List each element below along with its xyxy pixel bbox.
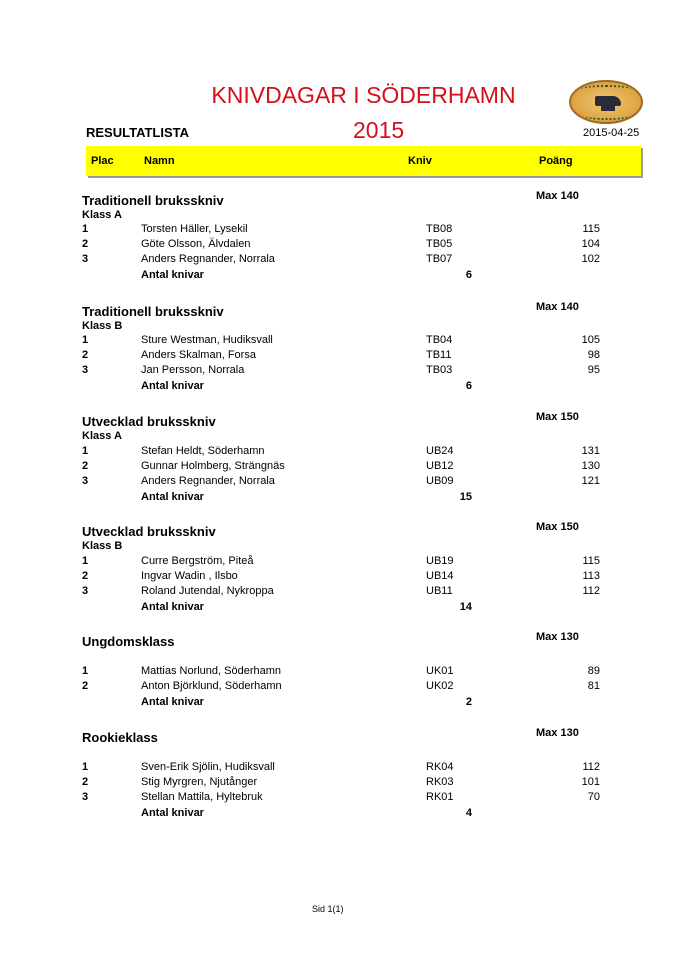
kniv: TB04 bbox=[426, 334, 453, 346]
table-row bbox=[82, 223, 622, 238]
name: Gunnar Holmberg, Strängnäs bbox=[141, 460, 285, 472]
section-title: Utvecklad bruksskniv bbox=[82, 414, 216, 429]
count-value: 6 bbox=[465, 380, 472, 392]
plac: 2 bbox=[82, 570, 89, 582]
plac: 1 bbox=[82, 761, 89, 773]
column-header-poang: Poäng bbox=[539, 155, 573, 167]
section-max: Max 130 bbox=[536, 631, 579, 643]
poang: 130 bbox=[581, 460, 600, 472]
section-max: Max 140 bbox=[536, 301, 579, 313]
name: Stig Myrgren, Njutånger bbox=[141, 776, 258, 788]
table-row bbox=[82, 761, 622, 776]
poang: 98 bbox=[587, 349, 600, 361]
plac: 3 bbox=[82, 475, 89, 487]
section-max: Max 140 bbox=[536, 190, 579, 202]
kniv: UK02 bbox=[426, 680, 454, 692]
table-row bbox=[82, 364, 622, 379]
kniv: UB12 bbox=[426, 460, 454, 472]
name: Stellan Mattila, Hyltebruk bbox=[141, 791, 263, 803]
plac: 2 bbox=[82, 460, 89, 472]
count-value: 15 bbox=[459, 491, 472, 503]
count-value: 14 bbox=[459, 601, 472, 613]
poang: 104 bbox=[581, 238, 600, 250]
count-value: 4 bbox=[465, 807, 472, 819]
table-row bbox=[82, 475, 622, 490]
name: Roland Jutendal, Nykroppa bbox=[141, 585, 274, 597]
poang: 95 bbox=[587, 364, 600, 376]
event-date: 2015-04-25 bbox=[583, 127, 640, 139]
name: Torsten Häller, Lysekil bbox=[141, 223, 248, 235]
column-header-namn: Namn bbox=[144, 155, 175, 167]
kniv: UB19 bbox=[426, 555, 454, 567]
count-value: 2 bbox=[465, 696, 472, 708]
logo-text-bottom bbox=[583, 112, 631, 120]
table-row bbox=[82, 791, 622, 806]
section-max: Max 150 bbox=[536, 411, 579, 423]
table-row bbox=[82, 349, 622, 364]
name: Sven-Erik Sjölin, Hudiksvall bbox=[141, 761, 275, 773]
poang: 89 bbox=[587, 665, 600, 677]
event-title: KNIVDAGAR I SÖDERHAMN bbox=[211, 82, 516, 108]
table-row bbox=[82, 445, 622, 460]
count-label: Antal knivar bbox=[141, 696, 204, 708]
plac: 3 bbox=[82, 585, 89, 597]
table-row bbox=[82, 665, 622, 680]
plac: 1 bbox=[82, 555, 89, 567]
kniv: RK04 bbox=[426, 761, 454, 773]
poang: 115 bbox=[582, 223, 600, 235]
name: Curre Bergström, Piteå bbox=[141, 555, 254, 567]
section-max: Max 130 bbox=[536, 727, 579, 739]
table-row bbox=[82, 460, 622, 475]
count-value: 6 bbox=[465, 269, 472, 281]
logo-text-top bbox=[581, 85, 631, 93]
poang: 81 bbox=[587, 680, 600, 692]
table-row bbox=[82, 334, 622, 349]
name: Anders Regnander, Norrala bbox=[141, 253, 275, 265]
name: Anders Skalman, Forsa bbox=[141, 349, 256, 361]
column-header-bar bbox=[86, 146, 641, 176]
kniv: TB03 bbox=[426, 364, 453, 376]
kniv: TB11 bbox=[426, 349, 452, 361]
poang: 112 bbox=[582, 761, 600, 773]
kniv: UB11 bbox=[426, 585, 453, 597]
plac: 2 bbox=[82, 349, 89, 361]
name: Anders Regnander, Norrala bbox=[141, 475, 275, 487]
name: Stefan Heldt, Söderhamn bbox=[141, 445, 265, 457]
section-class: Klass B bbox=[82, 540, 123, 552]
plac: 1 bbox=[82, 223, 89, 235]
table-row bbox=[82, 776, 622, 791]
table-row bbox=[82, 585, 622, 600]
section-max: Max 150 bbox=[536, 521, 579, 533]
section-title: Traditionell bruksskniv bbox=[82, 193, 224, 208]
poang: 102 bbox=[581, 253, 600, 265]
name: Mattias Norlund, Söderhamn bbox=[141, 665, 282, 677]
count-label: Antal knivar bbox=[141, 807, 204, 819]
plac: 2 bbox=[82, 680, 89, 692]
table-row bbox=[82, 238, 622, 253]
kniv: UB24 bbox=[426, 445, 454, 457]
section-title: Traditionell bruksskniv bbox=[82, 304, 224, 319]
table-row bbox=[82, 570, 622, 585]
table-row bbox=[82, 680, 622, 695]
table-row bbox=[82, 253, 622, 268]
kniv: UB09 bbox=[426, 475, 454, 487]
poang: 70 bbox=[587, 791, 600, 803]
table-row bbox=[82, 555, 622, 570]
result-list-heading: RESULTATLISTA bbox=[86, 125, 190, 140]
name: Anton Björklund, Söderhamn bbox=[141, 680, 282, 692]
section-title: Rookieklass bbox=[82, 730, 158, 745]
name: Sture Westman, Hudiksvall bbox=[141, 334, 273, 346]
plac: 3 bbox=[82, 364, 89, 376]
plac: 2 bbox=[82, 776, 89, 788]
plac: 2 bbox=[82, 238, 89, 250]
kniv: UK01 bbox=[426, 665, 454, 677]
kniv: TB07 bbox=[426, 253, 453, 265]
plac: 1 bbox=[82, 445, 89, 457]
poang: 101 bbox=[581, 776, 600, 788]
name: Ingvar Wadin , Ilsbo bbox=[141, 570, 238, 582]
plac: 3 bbox=[82, 791, 89, 803]
count-label: Antal knivar bbox=[141, 601, 204, 613]
section-title: Utvecklad bruksskniv bbox=[82, 524, 216, 539]
column-header-kniv: Kniv bbox=[408, 155, 432, 167]
kniv: TB08 bbox=[426, 223, 453, 235]
plac: 1 bbox=[82, 665, 89, 677]
plac: 1 bbox=[82, 334, 89, 346]
kniv: UB14 bbox=[426, 570, 454, 582]
poang: 113 bbox=[582, 570, 600, 582]
club-logo-anvil-icon bbox=[569, 80, 643, 124]
name: Göte Olsson, Älvdalen bbox=[141, 238, 251, 250]
count-label: Antal knivar bbox=[141, 269, 204, 281]
poang: 112 bbox=[582, 585, 600, 597]
section-class: Klass A bbox=[82, 209, 122, 221]
name: Jan Persson, Norrala bbox=[141, 364, 245, 376]
plac: 3 bbox=[82, 253, 89, 265]
kniv: TB05 bbox=[426, 238, 453, 250]
count-label: Antal knivar bbox=[141, 491, 204, 503]
section-class: Klass B bbox=[82, 320, 123, 332]
kniv: RK01 bbox=[426, 791, 454, 803]
page-number: Sid 1(1) bbox=[312, 904, 344, 914]
section-title: Ungdomsklass bbox=[82, 634, 175, 649]
poang: 105 bbox=[581, 334, 600, 346]
section-class: Klass A bbox=[82, 430, 122, 442]
column-header-plac: Plac bbox=[91, 155, 114, 167]
anvil-base bbox=[601, 105, 615, 111]
count-label: Antal knivar bbox=[141, 380, 204, 392]
poang: 115 bbox=[582, 555, 600, 567]
event-year: 2015 bbox=[353, 117, 405, 143]
poang: 121 bbox=[581, 475, 600, 487]
poang: 131 bbox=[581, 445, 600, 457]
kniv: RK03 bbox=[426, 776, 454, 788]
